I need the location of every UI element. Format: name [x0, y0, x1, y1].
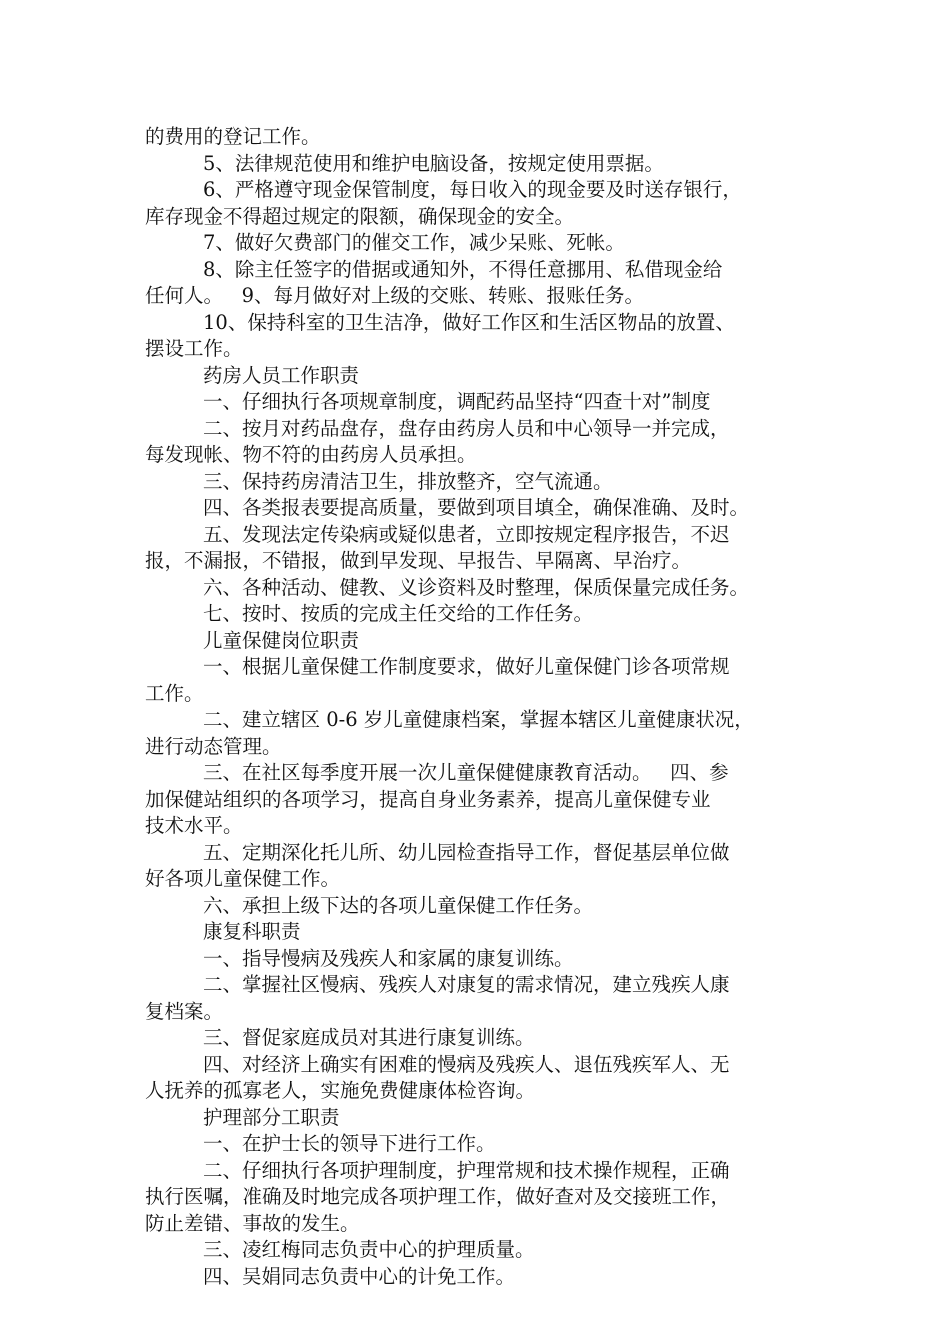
text-line: 护理部分工职责: [203, 1105, 340, 1129]
text-line: 每发现帐、物不符的由药房人员承担。: [145, 443, 477, 466]
text-line: 四、各类报表要提高质量，要做到项目填全，确保准确、及时。: [203, 496, 750, 519]
text-line: 五、发现法定传染病或疑似患者，立即按规定程序报告，不迟: [203, 522, 730, 546]
text-line: 7、做好欠费部门的催交工作，减少呆账、死帐。: [203, 231, 625, 254]
text-line: 药房人员工作职责: [203, 363, 360, 387]
text-line: 五、定期深化托儿所、幼儿园检查指导工作，督促基层单位做: [203, 840, 730, 864]
text-line: 10、保持科室的卫生洁净，做好工作区和生活区物品的放置、: [203, 310, 735, 334]
text-line: 二、建立辖区 0-6 岁儿童健康档案，掌握本辖区儿童健康状况，: [203, 708, 754, 731]
text-line: 复档案。: [145, 999, 224, 1023]
text-line: 一、根据儿童保健工作制度要求，做好儿童保健门诊各项常规: [203, 655, 730, 678]
text-line: 二、仔细执行各项护理制度，护理常规和技术操作规程，正确: [203, 1158, 730, 1182]
text-line: 执行医嘱，准确及时地完成各项护理工作，做好查对及交接班工作，: [145, 1185, 731, 1208]
text-line: 的费用的登记工作。: [145, 125, 321, 148]
text-line: 进行动态管理。: [145, 734, 282, 758]
text-line: 人抚养的孤寡老人，实施免费健康体检咨询。: [145, 1079, 536, 1102]
text-line: 工作。: [145, 681, 204, 705]
text-line: 加保健站组织的各项学习，提高自身业务素养，提高儿童保健专业: [145, 787, 711, 811]
text-line: 二、按月对药品盘存，盘存由药房人员和中心领导一并完成，: [203, 416, 730, 440]
text-line: 一、指导慢病及残疾人和家属的康复训练。: [203, 946, 574, 970]
text-line: 康复科职责: [203, 920, 301, 943]
text-line: 二、掌握社区慢病、残疾人对康复的需求情况，建立残疾人康: [203, 973, 730, 996]
text-line: 6、严格遵守现金保管制度，每日收入的现金要及时送存银行，: [203, 178, 742, 201]
text-line: 三、督促家庭成员对其进行康复训练。: [203, 1026, 535, 1049]
text-line: 六、承担上级下达的各项儿童保健工作任务。: [203, 893, 594, 917]
text-line: 三、保持药房清洁卫生，排放整齐，空气流通。: [203, 469, 613, 493]
text-line: 六、各种活动、健教、义诊资料及时整理，保质保量完成任务。: [203, 575, 750, 599]
text-line: 防止差错、事故的发生。: [145, 1211, 360, 1235]
text-line: 七、按时、按质的完成主任交给的工作任务。: [203, 602, 594, 625]
text-line: 摆设工作。: [145, 337, 243, 360]
text-line: 儿童保健岗位职责: [203, 628, 360, 652]
text-line: 三、凌红梅同志负责中心的护理质量。: [203, 1238, 535, 1261]
text-line: 任何人。 9、每月做好对上级的交账、转账、报账任务。: [145, 284, 645, 307]
text-line: 三、在社区每季度开展一次儿童保健健康教育活动。 四、参: [203, 761, 729, 784]
text-line: 一、在护士长的领导下进行工作。: [203, 1132, 496, 1155]
document-body: [145, 124, 825, 1290]
text-line: 一、仔细执行各项规章制度，调配药品坚持“四查十对”制度: [203, 390, 711, 413]
text-line: 5、法律规范使用和维护电脑设备，按规定使用票据。: [203, 151, 664, 175]
text-line: 8、除主任签字的借据或通知外，不得任意挪用、私借现金给: [203, 257, 723, 281]
text-line: 报，不漏报，不错报，做到早发现、早报告、早隔离、早治疗。: [145, 549, 692, 572]
text-line: 四、对经济上确实有困难的慢病及残疾人、退伍残疾军人、无: [203, 1052, 730, 1076]
text-line: 技术水平。: [145, 814, 243, 837]
text-line: 库存现金不得超过规定的限额，确保现金的安全。: [145, 204, 575, 228]
text-line: 四、吴娟同志负责中心的计免工作。: [203, 1264, 516, 1288]
text-line: 好各项儿童保健工作。: [145, 867, 341, 890]
